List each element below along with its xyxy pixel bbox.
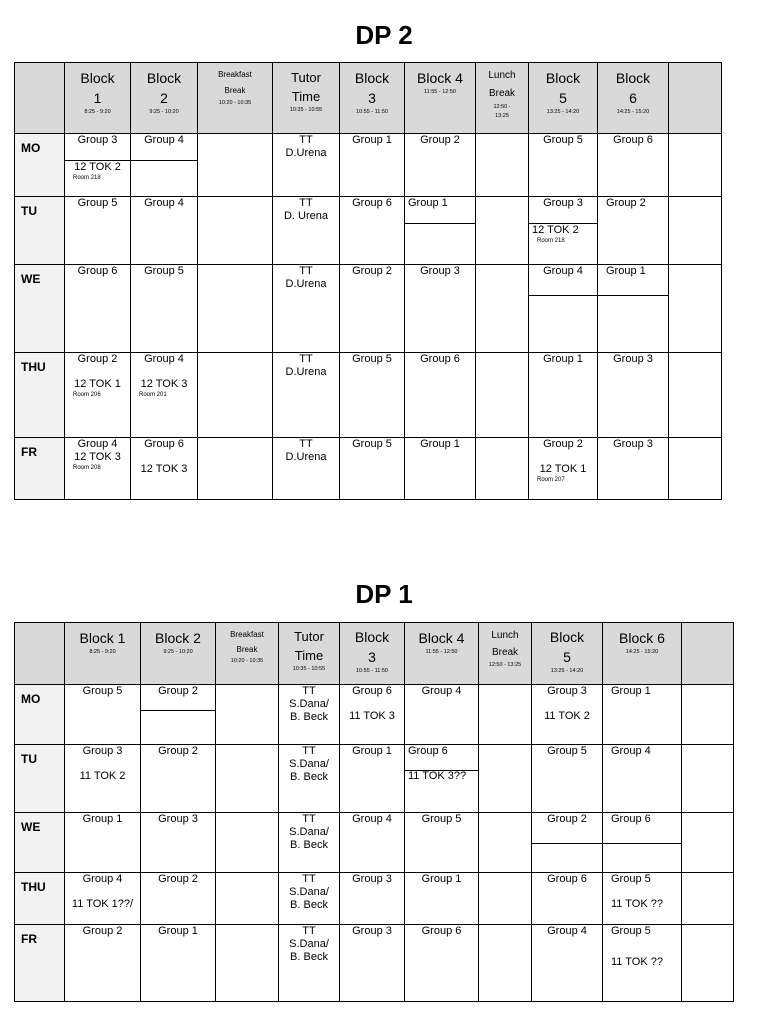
dp1-day-label: MO [15,685,65,745]
dp2-thu-block5: Group 1 [529,353,598,438]
dp2-mo-tutor: TT D.Urena [273,134,340,197]
dp1-tu-breakfast [216,745,279,813]
dp2-title: DP 2 [355,20,413,50]
dp1-fr-tutor: TT S.Dana/ B. Beck [279,925,340,1002]
dp2-thu-tutor: TT D.Urena [273,353,340,438]
dp1-thu-block4: Group 1 [405,873,479,925]
dp2-thu-extra [669,353,722,438]
dp1-fr-block5: Group 4 [532,925,603,1002]
dp1-fr-lunch [479,925,532,1002]
dp1-we-tutor: TT S.Dana/ B. Beck [279,813,340,873]
dp2-header-block2: Block 2 9:25 - 10:20 [131,63,198,134]
dp1-timetable [14,622,734,1002]
dp2-header-block1: Block 1 8:25 - 9:20 [65,63,131,134]
dp1-fr-block1: Group 2 [65,925,141,1002]
dp1-fr-extra [682,925,734,1002]
dp2-we-extra [669,265,722,353]
dp2-tu-extra [669,197,722,265]
dp1-fr-block4: Group 6 [405,925,479,1002]
dp1-mo-lunch [479,685,532,745]
dp2-fr-tutor: TT D.Urena [273,438,340,500]
dp2-corner-cell [15,63,65,134]
dp1-header-tutor-time: Tutor Time 10:35 - 10:55 [279,623,340,685]
dp1-header-extra [682,623,734,685]
dp2-day-label: WE [15,265,65,353]
dp1-tu-block2: Group 2 [141,745,216,813]
dp1-header-lunch: Lunch Break 12:50 - 13:25 [479,623,532,685]
dp2-thu-block2: Group 4 12 TOK 3 Room 201 [131,353,198,438]
dp1-tu-block6: Group 4 [603,745,682,813]
dp1-header-block2: Block 2 9:25 - 10:20 [141,623,216,685]
dp1-header-block3: Block 3 10:55 - 11:50 [340,623,405,685]
dp1-title: DP 1 [355,579,413,609]
dp2-header-lunch: Lunch Break 12:50 - 13:25 [476,63,529,134]
dp2-mo-breakfast [198,134,273,197]
dp2-header-extra [669,63,722,134]
dp2-day-label: THU [15,353,65,438]
dp2-header-block5: Block 5 13:25 - 14:20 [529,63,598,134]
dp2-mo-lunch [476,134,529,197]
dp2-mo-block4: Group 2 [405,134,476,197]
dp1-thu-block3: Group 3 [340,873,405,925]
dp1-thu-extra [682,873,734,925]
dp1-header-row [15,623,734,685]
dp2-mo-block1: Group 3 12 TOK 2 Room 218 [65,134,131,197]
dp1-we-lunch [479,813,532,873]
dp2-tu-breakfast [198,197,273,265]
dp2-tu-block1: Group 5 [65,197,131,265]
dp1-tu-block3: Group 1 [340,745,405,813]
dp1-tu-tutor: TT S.Dana/ B. Beck [279,745,340,813]
dp1-row-fr [15,925,734,1002]
dp2-header-block4: Block 4 11:55 - 12:50 [405,63,476,134]
dp2-we-block5: Group 4 [529,265,598,353]
dp1-we-block2: Group 3 [141,813,216,873]
dp2-mo-block5: Group 5 [529,134,598,197]
dp2-fr-block3: Group 5 [340,438,405,500]
dp2-header-row [15,63,722,134]
dp2-mo-block6: Group 6 [598,134,669,197]
dp1-header-block4: Block 4 11:55 - 12:50 [405,623,479,685]
dp2-thu-breakfast [198,353,273,438]
dp2-header-block3: Block 3 10:55 - 11:50 [340,63,405,134]
dp1-header-breakfast: Breakfast Break 10:20 - 10:35 [216,623,279,685]
dp1-mo-extra [682,685,734,745]
dp1-thu-block2: Group 2 [141,873,216,925]
dp2-fr-block5: Group 2 12 TOK 1 Room 207 [529,438,598,500]
dp1-we-block3: Group 4 [340,813,405,873]
dp2-tu-block4: Group 1 [405,197,476,265]
dp2-we-block2: Group 5 [131,265,198,353]
dp1-thu-lunch [479,873,532,925]
dp2-tu-block3: Group 6 [340,197,405,265]
dp2-tu-block6: Group 2 [598,197,669,265]
dp1-tu-lunch [479,745,532,813]
dp2-header-block6: Block 6 14:25 - 15:20 [598,63,669,134]
dp1-mo-block5: Group 3 11 TOK 2 [532,685,603,745]
dp2-row-we [15,265,722,353]
dp2-fr-block2: Group 6 12 TOK 3 [131,438,198,500]
dp1-day-label: FR [15,925,65,1002]
dp1-mo-block2: Group 2 [141,685,216,745]
dp2-day-label: FR [15,438,65,500]
dp1-thu-block5: Group 6 [532,873,603,925]
dp1-we-block4: Group 5 [405,813,479,873]
dp2-fr-block6: Group 3 [598,438,669,500]
dp1-header-block1: Block 1 8:25 - 9:20 [65,623,141,685]
dp2-we-block4: Group 3 [405,265,476,353]
dp1-fr-block6: Group 5 11 TOK ?? [603,925,682,1002]
dp2-fr-breakfast [198,438,273,500]
dp1-tu-extra [682,745,734,813]
dp1-mo-block4: Group 4 [405,685,479,745]
dp1-header-block5: Block 5 13:25 - 14:20 [532,623,603,685]
dp1-thu-block6: Group 5 11 TOK ?? [603,873,682,925]
dp2-we-block6: Group 1 [598,265,669,353]
dp2-we-breakfast [198,265,273,353]
dp1-we-block5: Group 2 [532,813,603,873]
dp2-timetable [14,62,722,500]
dp1-day-label: WE [15,813,65,873]
dp2-thu-block1: Group 2 12 TOK 1 Room 206 [65,353,131,438]
dp2-fr-extra [669,438,722,500]
dp1-row-tu [15,745,734,813]
dp2-we-tutor: TT D.Urena [273,265,340,353]
dp2-thu-block3: Group 5 [340,353,405,438]
dp1-tu-block5: Group 5 [532,745,603,813]
dp1-thu-tutor: TT S.Dana/ B. Beck [279,873,340,925]
dp2-fr-lunch [476,438,529,500]
dp1-row-mo [15,685,734,745]
dp2-day-label: TU [15,197,65,265]
dp2-fr-block4: Group 1 [405,438,476,500]
dp1-we-block6: Group 6 [603,813,682,873]
dp2-we-block1: Group 6 [65,265,131,353]
dp2-thu-block4: Group 6 [405,353,476,438]
dp1-thu-block1: Group 4 11 TOK 1??/ [65,873,141,925]
dp1-we-extra [682,813,734,873]
dp1-fr-breakfast [216,925,279,1002]
dp1-header-block6: Block 6 14:25 - 15:20 [603,623,682,685]
dp2-we-lunch [476,265,529,353]
dp2-thu-lunch [476,353,529,438]
dp1-tu-block4: Group 6 11 TOK 3?? [405,745,479,813]
dp2-fr-block1: Group 4 12 TOK 3 Room 208 [65,438,131,500]
dp1-row-we [15,813,734,873]
dp2-day-label: MO [15,134,65,197]
dp1-thu-breakfast [216,873,279,925]
dp2-row-thu [15,353,722,438]
dp2-thu-block6: Group 3 [598,353,669,438]
dp1-mo-block3: Group 6 11 TOK 3 [340,685,405,745]
dp2-row-tu [15,197,722,265]
dp1-fr-block2: Group 1 [141,925,216,1002]
dp2-mo-extra [669,134,722,197]
dp1-mo-breakfast [216,685,279,745]
dp2-we-block3: Group 2 [340,265,405,353]
dp1-we-breakfast [216,813,279,873]
dp1-corner-cell [15,623,65,685]
dp2-tu-block2: Group 4 [131,197,198,265]
dp1-day-label: THU [15,873,65,925]
dp2-row-fr [15,438,722,500]
dp2-mo-block3: Group 1 [340,134,405,197]
dp1-tu-block1: Group 3 11 TOK 2 [65,745,141,813]
dp2-row-mo [15,134,722,197]
dp1-mo-block1: Group 5 [65,685,141,745]
dp2-mo-block2: Group 4 [131,134,198,197]
dp1-day-label: TU [15,745,65,813]
dp2-header-tutor-time: Tutor Time 10:35 - 10:55 [273,63,340,134]
dp1-row-thu [15,873,734,925]
dp1-mo-tutor: TT S.Dana/ B. Beck [279,685,340,745]
dp1-fr-block3: Group 3 [340,925,405,1002]
dp2-tu-lunch [476,197,529,265]
dp1-mo-block6: Group 1 [603,685,682,745]
dp2-tu-tutor: TT D. Urena [273,197,340,265]
dp2-tu-block5: Group 3 12 TOK 2 Room 218 [529,197,598,265]
dp2-header-breakfast: Breakfast Break 10:20 - 10:35 [198,63,273,134]
dp1-we-block1: Group 1 [65,813,141,873]
